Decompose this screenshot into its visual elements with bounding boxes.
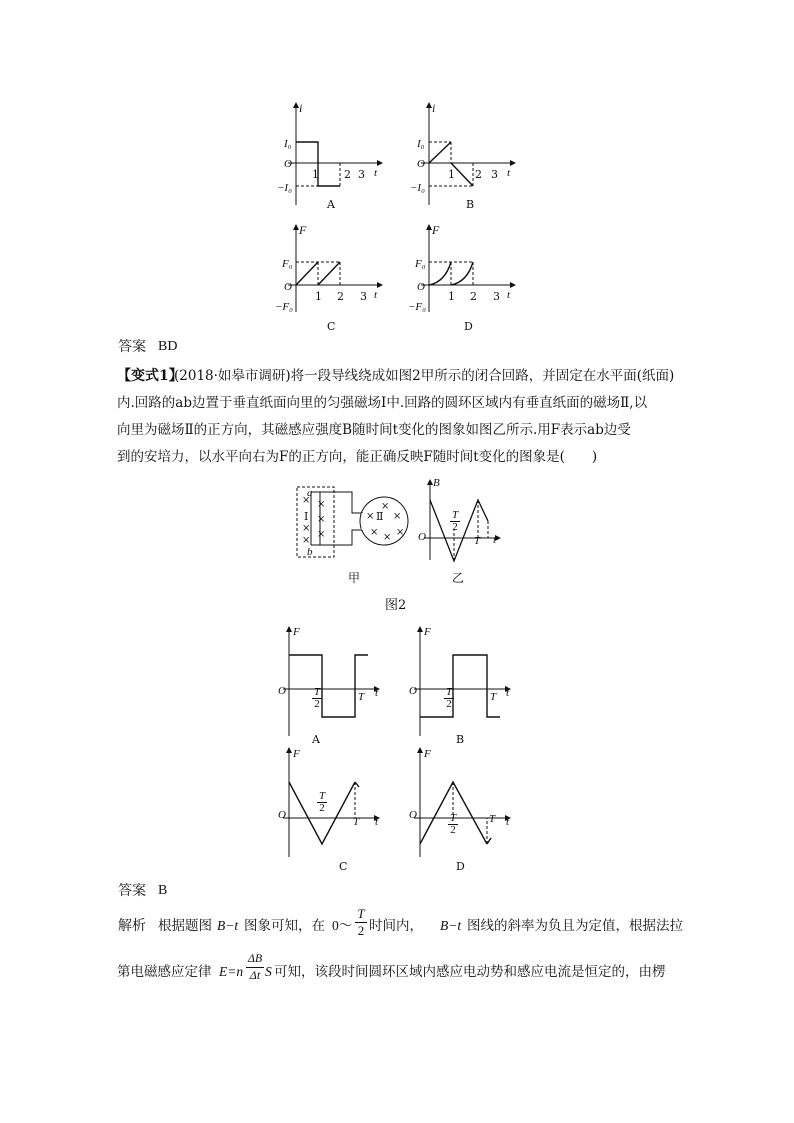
top-d-t: t bbox=[507, 289, 511, 301]
top-d-origin: O bbox=[417, 281, 425, 293]
opt-d-t: t bbox=[506, 816, 510, 828]
opt-b-half-num: T bbox=[445, 686, 453, 698]
opt-c-f-axis: F bbox=[293, 748, 300, 760]
opt-c-origin: O bbox=[278, 809, 286, 821]
option-graph-a bbox=[283, 627, 379, 736]
opt-d-half-den: 2 bbox=[450, 824, 456, 836]
analysis-frac-t-num: T bbox=[357, 906, 365, 921]
fig2-cross: × bbox=[317, 499, 326, 510]
problem-line-1: (2018·如皋市调研)将一段导线绕成如图2甲所示的闭合回路，并固定在水平面(纸面) bbox=[174, 368, 675, 384]
answer2-value: B bbox=[158, 883, 168, 898]
opt-b-f-axis: F bbox=[424, 626, 431, 638]
opt-d-origin: O bbox=[409, 809, 417, 821]
top-b-label: B bbox=[466, 198, 475, 211]
fig2-cross: × bbox=[393, 511, 402, 522]
top-b-t: t bbox=[507, 167, 511, 179]
top-d-f0: F₀ bbox=[415, 258, 426, 270]
fig2-cross: × bbox=[317, 529, 326, 540]
analysis-l1b: B−t bbox=[217, 918, 239, 933]
analysis-l1c: 图象可知，在 bbox=[244, 918, 325, 934]
top-d-label: D bbox=[464, 320, 473, 333]
opt-a-label: A bbox=[312, 733, 320, 746]
top-c-t: t bbox=[374, 289, 378, 301]
opt-c-label: C bbox=[339, 860, 348, 873]
opt-c-T: T bbox=[353, 816, 360, 828]
opt-a-t: t bbox=[375, 687, 379, 699]
top-a-tick2: 2 bbox=[344, 168, 351, 181]
top-a-t: t bbox=[374, 167, 378, 179]
fig2-cross: × bbox=[396, 527, 405, 538]
top-a-label: A bbox=[327, 198, 335, 211]
opt-b-t: t bbox=[506, 687, 510, 699]
opt-d-T: T bbox=[489, 813, 496, 825]
top-d-neg-f0: −F₀ bbox=[408, 301, 426, 313]
top-c-origin: O bbox=[284, 281, 292, 293]
analysis-label: 解析 bbox=[118, 918, 146, 934]
opt-d-f-axis: F bbox=[424, 748, 431, 760]
top-b-tick2: 2 bbox=[475, 168, 482, 181]
fig2-t: t bbox=[493, 534, 497, 546]
analysis-l1g: 图线的斜率为负且为定值，根据法拉 bbox=[467, 918, 683, 934]
top-a-i0: I₀ bbox=[284, 138, 292, 150]
fig2-cross: × bbox=[302, 523, 311, 534]
top-a-axis-i: i bbox=[299, 101, 303, 115]
top-c-neg-f0: −F₀ bbox=[275, 301, 293, 313]
fig2-label-a: a bbox=[307, 487, 313, 499]
analysis-l2d: 可知，该段时间圆环区域内感应电动势和感应电流是恒定的，由楞 bbox=[274, 964, 666, 980]
top-c-label: C bbox=[327, 320, 336, 333]
opt-d-half-num: T bbox=[449, 812, 457, 824]
analysis-l1d: 0～ bbox=[332, 918, 353, 933]
top-a-tick3: 3 bbox=[358, 168, 365, 181]
opt-b-label: B bbox=[456, 733, 465, 746]
analysis-l2a: 第电磁感应定律 bbox=[117, 964, 212, 980]
fig2-caption: 图2 bbox=[385, 598, 407, 613]
top-c-axis-f: F bbox=[299, 223, 307, 237]
top-c-tick2: 2 bbox=[337, 290, 344, 303]
figure2-b-t-graph bbox=[424, 480, 500, 561]
fig2-half-t-den: 2 bbox=[452, 521, 458, 533]
analysis-l1f: B−t bbox=[440, 918, 462, 933]
problem-line-3: 向里为磁场Ⅱ的正方向，其磁感应强度B随时间t变化的图象如图乙所示.用F表示ab边受 bbox=[117, 422, 631, 438]
top-a-neg-i0: −I₀ bbox=[277, 182, 292, 194]
analysis-l1a: 根据题图 bbox=[158, 918, 212, 934]
problem-tag: 【变式1】 bbox=[117, 368, 183, 384]
opt-b-T: T bbox=[490, 691, 497, 703]
analysis-frac-db: ΔB bbox=[247, 951, 263, 965]
opt-c-t: t bbox=[375, 816, 379, 828]
top-graph-b bbox=[421, 103, 515, 205]
fig2-region-1: Ⅰ bbox=[304, 510, 309, 523]
option-graph-d bbox=[414, 748, 510, 857]
top-a-tick1: 1 bbox=[312, 168, 319, 181]
figure2-circuit bbox=[297, 487, 408, 557]
top-c-tick1: 1 bbox=[315, 290, 322, 303]
opt-a-origin: O bbox=[278, 685, 286, 697]
top-c-f0: F₀ bbox=[282, 258, 293, 270]
analysis-l2b: E=n bbox=[219, 964, 244, 979]
fig2-cross: × bbox=[370, 527, 379, 538]
answer1-value: BD bbox=[158, 339, 178, 354]
fig2-label-b: b bbox=[307, 546, 313, 558]
top-b-origin: O bbox=[417, 158, 425, 170]
fig2-cross: × bbox=[302, 495, 311, 506]
analysis-frac-t-den: 2 bbox=[357, 923, 365, 938]
analysis-l2c: S bbox=[265, 964, 272, 979]
top-b-tick1: 1 bbox=[448, 168, 455, 181]
option-graph-c bbox=[283, 748, 379, 857]
analysis-l1e: 时间内， bbox=[369, 918, 423, 934]
top-d-axis-f: F bbox=[432, 223, 440, 237]
top-d-tick3: 3 bbox=[493, 290, 500, 303]
fig2-cross: × bbox=[366, 511, 375, 522]
opt-a-T: T bbox=[358, 691, 365, 703]
top-b-i0: I₀ bbox=[417, 138, 425, 150]
answer1-label: 答案 bbox=[118, 339, 146, 355]
fig2-T: T bbox=[474, 535, 481, 547]
opt-a-f-axis: F bbox=[293, 626, 300, 638]
answer2-label: 答案 bbox=[118, 883, 146, 899]
opt-c-half-den: 2 bbox=[319, 802, 325, 814]
fig2-cross: × bbox=[317, 514, 326, 525]
fig2-cross: × bbox=[302, 535, 311, 546]
opt-c-half-num: T bbox=[318, 790, 326, 802]
top-d-tick2: 2 bbox=[470, 290, 477, 303]
fig2-b-axis: B bbox=[433, 477, 440, 489]
top-c-tick3: 3 bbox=[360, 290, 367, 303]
opt-b-half-den: 2 bbox=[446, 698, 452, 710]
problem-line-2: 内.回路的ab边置于垂直纸面向里的匀强磁场Ⅰ中.回路的圆环区域内有垂直纸面的磁场Ⅱ,以 bbox=[117, 395, 648, 411]
top-d-tick1: 1 bbox=[448, 290, 455, 303]
opt-d-label: D bbox=[456, 860, 465, 873]
top-graph-a bbox=[288, 103, 382, 205]
opt-a-half-den: 2 bbox=[314, 698, 320, 710]
fig2-origin: O bbox=[418, 531, 426, 543]
fig2-half-t-num: T bbox=[451, 509, 459, 521]
top-graph-d bbox=[421, 225, 515, 312]
option-graph-b bbox=[414, 627, 510, 736]
top-b-axis-i: i bbox=[432, 101, 436, 115]
fig2-cross: × bbox=[383, 532, 392, 543]
top-a-origin: O bbox=[284, 158, 292, 170]
problem-line-4: 到的安培力，以水平向右为F的正方向，能正确反映F随时间t变化的图象是( ) bbox=[117, 449, 598, 465]
top-b-tick3: 3 bbox=[491, 168, 498, 181]
fig2-cross: × bbox=[381, 501, 390, 512]
top-graph-c bbox=[288, 225, 382, 312]
fig2-region-2: Ⅱ bbox=[376, 510, 384, 523]
fig2-label-yi: 乙 bbox=[452, 571, 465, 585]
top-b-neg-i0: −I₀ bbox=[410, 182, 425, 194]
fig2-label-jia: 甲 bbox=[348, 571, 361, 585]
analysis-frac-dt: Δt bbox=[249, 968, 261, 982]
opt-b-origin: O bbox=[409, 685, 417, 697]
opt-a-half-num: T bbox=[313, 686, 321, 698]
